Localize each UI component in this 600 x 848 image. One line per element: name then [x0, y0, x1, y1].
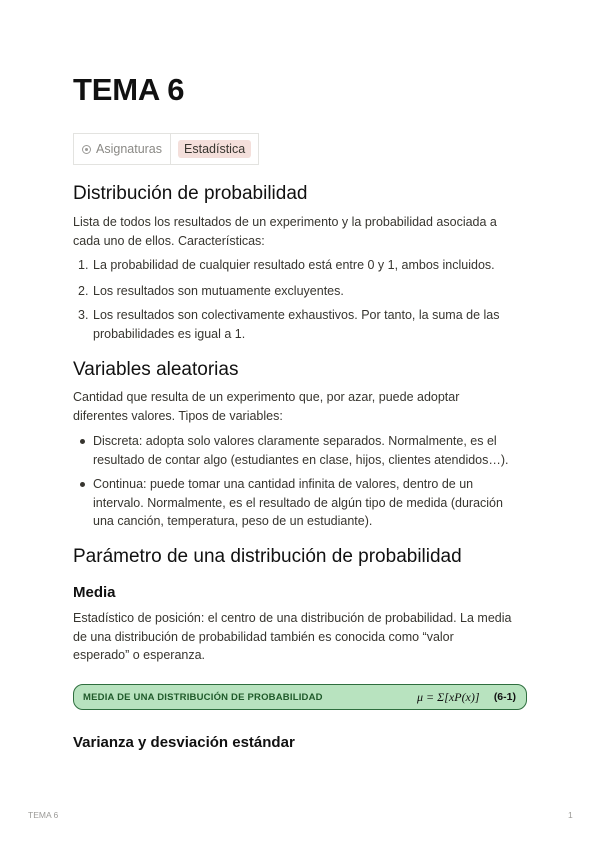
heading-distribucion: Distribución de probabilidad: [73, 183, 308, 204]
property-key[interactable]: [74, 134, 171, 164]
heading-varianza: Varianza y desviación estándar: [73, 734, 295, 751]
footer-title: TEMA 6: [28, 810, 59, 820]
page-title: TEMA 6: [73, 72, 185, 107]
list-item: Continua: puede tomar una cantidad infinita de valores, dentro de un intervalo. Normalmente, es el resultado de algún tipo de medida (duración una canción, temperatura, peso de un estudiante).: [73, 475, 528, 531]
property-value[interactable]: [171, 134, 258, 164]
property-row: [73, 133, 259, 165]
formula-title: MEDIA DE UNA DISTRIBUCIÓN DE PROBABILIDAD: [83, 691, 323, 703]
heading-parametro: Parámetro de una distribución de probabilidad: [73, 546, 462, 567]
heading-variables: Variables aleatorias: [73, 359, 239, 380]
heading-media: Media: [73, 584, 116, 601]
list-item: 2. Los resultados son mutuamente excluyentes.: [78, 284, 344, 298]
list-item: 1. La probabilidad de cualquier resultado está entre 0 y 1, ambos incluidos.: [78, 258, 495, 272]
formula-box: [73, 684, 527, 710]
bullet-icon: [80, 439, 85, 444]
target-icon: [82, 145, 91, 154]
page-number: 1: [568, 810, 573, 820]
bullet-icon: [80, 482, 85, 487]
paragraph-variables: Cantidad que resulta de un experimento que, por azar, puede adoptar diferentes valores. Tipos de variables:: [73, 390, 460, 423]
list-item: 3. Los resultados son colectivamente exhaustivos. Por tanto, la suma de las probabilidades es igual a 1.: [78, 308, 500, 341]
formula-expression: μ = Σ[xP(x)]: [416, 689, 480, 704]
subject-tag: Estadística: [178, 140, 251, 158]
paragraph-distribucion: Lista de todos los resultados de un experimento y la probabilidad asociada a cada uno de ellos. Características:: [73, 215, 497, 248]
paragraph-media: Estadístico de posición: el centro de una distribución de probabilidad. La media de una distribución de probabilidad también es conocida como “valor esperado” o esperanza.: [73, 611, 512, 662]
property-key-label: Asignaturas: [96, 142, 163, 156]
formula-number: (6-1): [493, 691, 516, 703]
list-item: Discreta: adopta solo valores claramente separados. Normalmente, es el resultado de contar algo (estudiantes en clase, hijos, clientes atendidos…).: [73, 432, 528, 469]
